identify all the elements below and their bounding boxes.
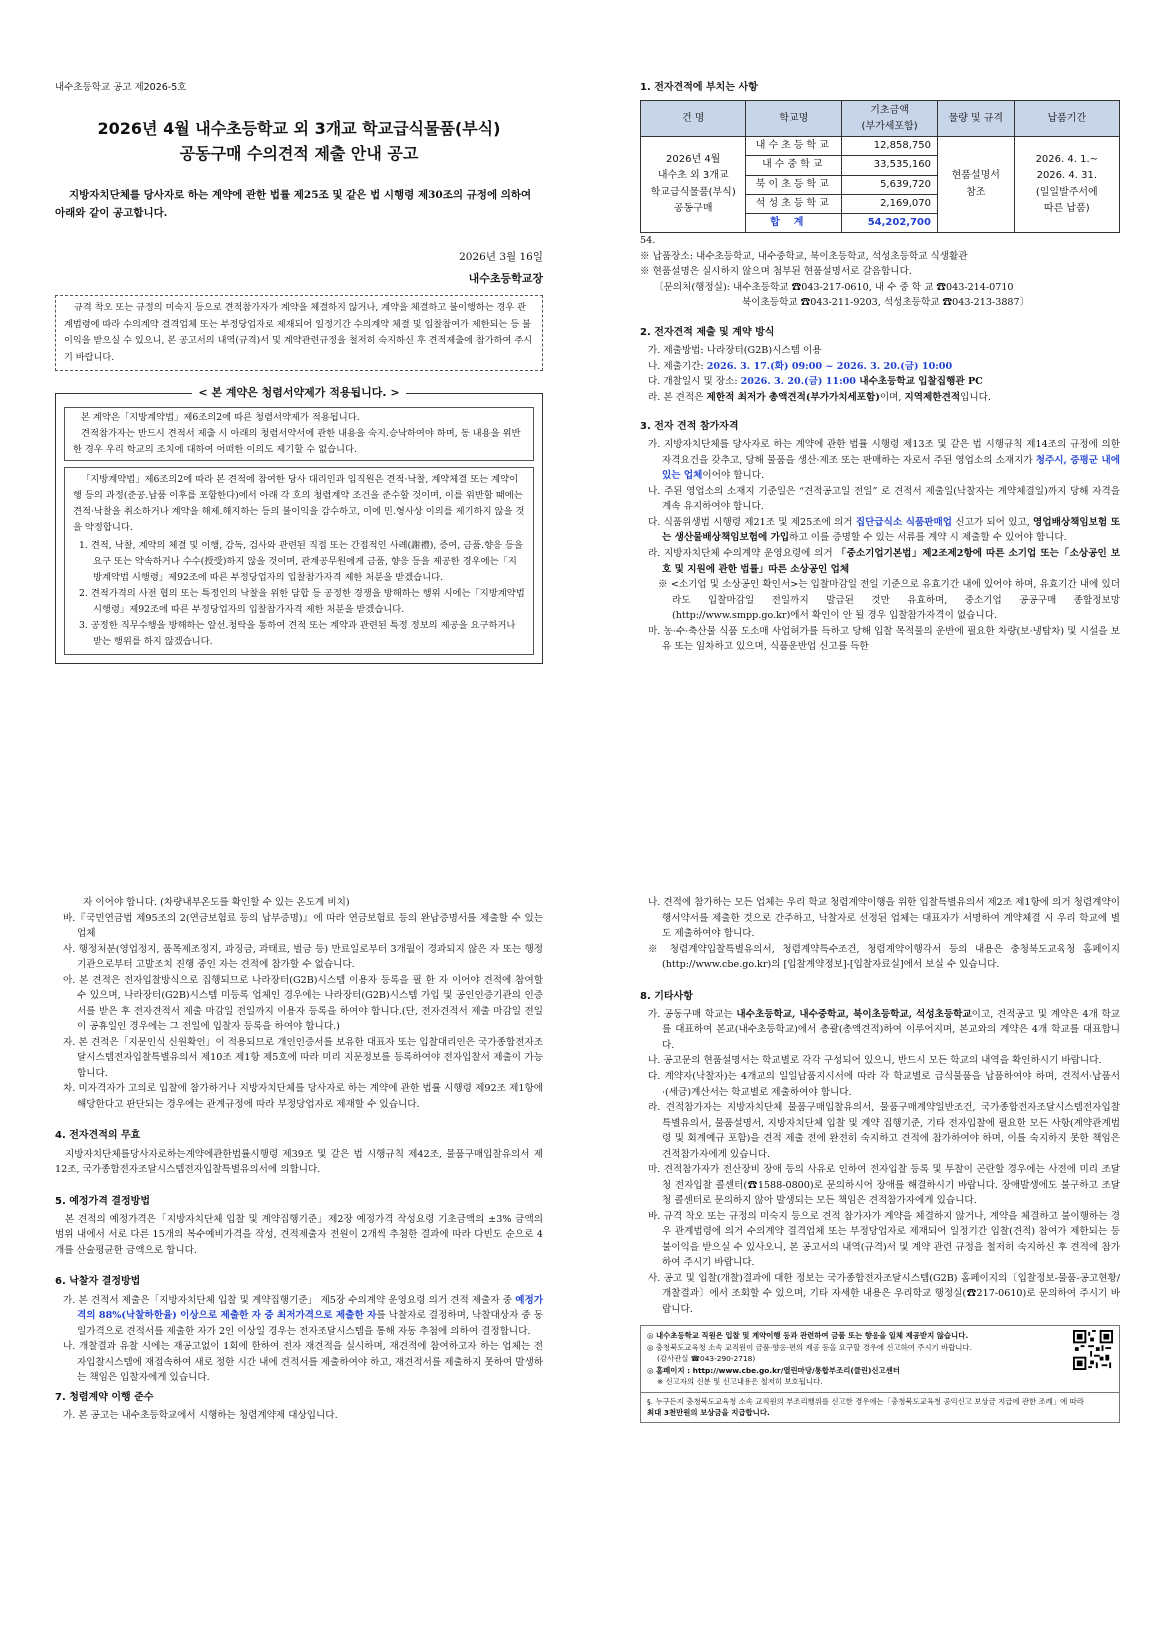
- supply-table: [640, 100, 1120, 233]
- misc-e: 마. 견적참가자가 전산장비 장애 등의 사유로 인하여 전자입찰 등록 및 투찰이 곤란할 경우에는 사전에 미리 조달청 전자입찰 콜센터(☎1588-0800)로 문의하시어 장애를 해결하시기 바랍니다. 장애발생에도 불구하고 조달청 콜센터로 문의하지 않아 발생되는 모든 책임은 견적참가자에게 있습니다.: [648, 1164, 1120, 1207]
- qualification-j: 차. 미자격자가 고의로 입찰에 참가하거나 지방자치단체를 당사자로 하는 계약에 관한 법률 시행령 제92조 제1항에 해당한다고 판단되는 경우에는 관계규정에 따라 부정당업자로 제재할 수 있습니다.: [63, 1083, 543, 1110]
- pledge-item: 2. 견적가격의 사전 협의 또는 특정인의 낙찰을 위한 담합 등 공정한 경쟁을 방해하는 행위 시에는「지방계약법 시행령」제92조에 따른 부정당업자의 입찰참가자격 제한 처분을 받겠습니다.: [79, 587, 525, 615]
- footer-link[interactable]: ◎ 홈페이지 : http://www.cbe.go.kr/열린마당/통합부조리(클린)신고센터: [647, 1365, 900, 1375]
- table-row-school: 내수중학교: [746, 156, 842, 175]
- qr-code-icon: [1073, 1330, 1113, 1370]
- qualification-g: 사. 행정처분(영업정지, 품목제조정지, 과징금, 과태료, 벌금 등) 만료일로부터 3개월이 경과되지 않은 자 또는 행정기관으로부터 고발조치 진행 중인 자는 견적에 참가할 수 없습니다.: [63, 943, 543, 971]
- qualification-d: 라. 지방자치단체 수의계약 운영요령에 의거 「중소기업기본법」제2조제2항에 따른 소기업 또는「소상공인 보호 및 지원에 관한 법률」따른 소상공인 업체: [648, 548, 1120, 575]
- bid-type: 라. 본 견적은 제한적 최저가 총액견적(부가가치세포함)이며, 지역제한견적입니다.: [648, 391, 991, 403]
- document-number: 내수초등학교 공고 제2026-5호: [55, 82, 187, 93]
- spec-cell: 현품설명서 참조: [937, 137, 1014, 233]
- misc-d: 라. 견적참가자는 지방자치단체 물품구매입찰유의서, 물품구매계약일반조건, 국가종합전자조달시스템전자입찰 특별유의서, 물품설명서, 지방자치단체 입찰 및 계약 집행기준, 기타 전자입찰에 필요한 모든 사항(계약관계법령 및 회계예규 포함)을 견적 제출 전에 완전히 숙지하고 견적에 참가하여야 하며, 이를 숙지하지 못한 책임은 견적참가자에게 있습니다.: [648, 1102, 1120, 1160]
- contact-line-1: 〔문의처(행정실): 내수초등학교 ☎043-217-0610, 내 수 중 학 교 ☎043-214-0710: [654, 281, 1014, 293]
- header-spec: 물량 및 규격: [937, 101, 1014, 137]
- delivery-note: ※ 납품장소: 내수초등학교, 내수중학교, 북이초등학교, 석성초등학교 식생활관: [640, 250, 968, 262]
- pledge-summary-2: 견적참가자는 반드시 견적서 제출 시 아래의 청렴서약서에 관한 내용을 숙지.승낙하여야 하며, 동 내용을 위반한 경우 우리 학교의 조치에 대하여 어떠한 이의도 제기할 수 없습니다.: [73, 427, 521, 455]
- pledge-intro: 「지방계약법」제6조의2에 따라 본 견적에 참여한 당사 대리인과 임직원은 견적·낙찰, 계약체결 또는 계약이행 등의 과정(준공.납품 이후를 포함한다)에서 아래 각 호의 청렴계약 조건을 준수할 것이며, 이를 위반할 때에는 견적·낙찰을 취소하거나 계약을 해제.해지하는 등의 불이익을 감수하고, 이에 민.형사상 이의를 제기하지 않을 것을 약정합니다.: [73, 473, 525, 533]
- section-2-title: 2. 전자견적 제출 및 계약 방식: [640, 326, 775, 338]
- footer-line: 최대 3천만원의 보상금을 지급합니다.: [647, 1408, 770, 1418]
- header-base-amount: 기초금액 (부가세포함): [842, 101, 938, 137]
- lead-paragraph: 지방자치단체를 당사자로 하는 계약에 관한 법률 제25조 및 같은 법 시행령 제30조의 규정에 의하여 아래와 같이 공고합니다.: [55, 188, 532, 219]
- qualification-e-continued: 자 이어야 합니다. (차량내부온도를 확인할 수 있는 온도계 비치): [83, 897, 350, 908]
- section-7-title: 7. 청렴계약 이행 준수: [55, 1391, 154, 1403]
- misc-c: 다. 계약자(낙찰자)는 4개교의 일일납품지시서에 따라 각 학교별로 급식물품을 납품하여야 하며, 견적서·납품서·(세금)계산서는 학교별로 제출하여야 합니다.: [648, 1070, 1120, 1098]
- item-name-cell: 2026년 4월 내수초 외 3개교 학교급식물품(부식) 공동구매: [641, 137, 746, 233]
- misc-g: 사. 공고 및 입찰(개찰)결과에 대한 정보는 국가종합전자조달시스템(G2B) 홈페이지의〔입찰정보-물품-공고현황/개찰결과〕에서 조회할 수 있으며, 기타 자세한 내용은 우리학교 행정실(☎217-0610)로 문의하여 주시기 바랍니다.: [648, 1272, 1120, 1315]
- contact-line-2: 북이초등학교 ☎043-211-9203, 석성초등학교 ☎043-213-3887〕: [742, 297, 1030, 309]
- misc-b: 나. 공고문의 현품설명서는 학교별로 각각 구성되어 있으니, 반드시 모든 학교의 내역을 확인하시기 바랍니다.: [648, 1055, 1102, 1067]
- opening-datetime: 다. 개찰일시 및 장소: 2026. 3. 20.(금) 11:00 내수초등학교 입찰집행관 PC: [648, 376, 983, 388]
- spec-note: ※ 현품설명은 실시하지 않으며 첨부된 현품설명서로 갈음합니다.: [640, 266, 912, 278]
- integrity-pledge-section: [55, 385, 543, 664]
- header-period: 납품기간: [1014, 101, 1119, 137]
- section-3-title: 3. 전자 견적 참가자격: [640, 421, 739, 433]
- anti-corruption-footer: [640, 1325, 1120, 1422]
- title-line-2: 공동구매 수의견적 제출 안내 공고: [179, 144, 419, 164]
- qualification-f: 바.『국민연금법 제95조의 2(연금보험료 등의 납부증명)』에 따라 연금보험료 등의 완납증명서를 제출할 수 있는 업체: [63, 912, 543, 940]
- page2-left-column: [55, 895, 543, 1424]
- footer-line: ※ 신고자의 신분 및 신고내용은 철저히 보호됩니다.: [657, 1377, 823, 1387]
- award-method-b: 나. 개찰결과 유찰 시에는 재공고없이 1회에 한하여 전자 재견적을 실시하며, 재견적에 참여하고자 하는 업체는 전자입찰시스템에 재접속하여 새로 정한 시간 내에 견적서를 제출하여야 하고, 재견적서를 제출하지 못하여 발생하는 책임은 입찰자에게 있습니다.: [63, 1341, 543, 1384]
- section-1-title: 1. 전자견적에 부치는 사항: [640, 82, 758, 93]
- table-row-amount: 12,858,750: [842, 137, 938, 156]
- pledge-item: 3. 공정한 직무수행을 방해하는 알선.청탁을 통하여 견적 또는 계약과 관련된 특정 정보의 제공을 요구하거나 받는 행위를 하지 않겠습니다.: [79, 619, 516, 647]
- submit-method: 가. 제출방법: 나라장터(G2B)시스템 이용: [648, 344, 822, 356]
- total-label: 합계: [746, 213, 842, 232]
- qualification-i: 자. 본 견적은「지문인식 신원확인」이 적용되므로 개인인증서를 보유한 대표자 또는 입찰대리인은 국가종합전자조달시스템전자입찰특별유의서 제10조 제1항 제5호에 따라 미리 지문정보를 등록하여야 전자입찰서 제출이 가능합니다.: [63, 1036, 543, 1079]
- section-8-title: 8. 기타사항: [640, 990, 693, 1002]
- qualification-d-note: ※ <소기업 및 소상공인 확인서>는 입찰마감일 전일 기준으로 유효기간 내에 있어야 하며, 유효기간 내에 있더라도 입찰마감일 전일까지 발급된 것만 유효하며, 중소기업 공공구매 종합정보망(http://www.smpp.go.kr)에서 확인이 안 될 경우 입찰참가자격이 없습니다.: [658, 579, 1120, 622]
- page1-left-column: [55, 80, 543, 664]
- table-row-school: 내수초등학교: [746, 137, 842, 156]
- page1-right-column: [640, 80, 1120, 655]
- misc-a: 가. 공동구매 학교는 내수초등학교, 내수중학교, 북이초등학교, 석성초등학교이고, 견적공고 및 계약은 4개 학교를 대표하여 본교(내수초등학교)에서 총괄(총액견적)하여 이루어지며, 본교와의 계약은 4개 학교를 대표합니다.: [648, 1008, 1120, 1051]
- title-line-1: 2026년 4월 내수초등학교 외 3개교 학교급식물품(부식): [97, 119, 501, 139]
- header-school: 학교명: [746, 101, 842, 137]
- footer-line: ◎ 충청북도교육청 소속 교직원이 금품·향응·편의 제공 등을 요구할 경우에 신고하여 주시기 바랍니다.: [647, 1342, 972, 1352]
- footer-line: §. 누구든지 충청북도교육청 소속 교직원의 부조리행위를 신고한 경우에는「충청북도교육청 공익신고 보상금 지급에 관한 조례」에 따라: [647, 1396, 1084, 1406]
- qualification-c: 다. 식품위생법 시행령 제21조 및 제25조에 의거 집단급식소 식품판매업 신고가 되어 있고, 영업배상책임보험 또는 생산물배상책임보험에 가입하고 이를 증명할 수 있는 서류를 계약 시 제출할 수 있어야 합니다.: [648, 516, 1121, 544]
- footer-line: (감사관실 ☎043-290-2718): [657, 1354, 756, 1364]
- qualification-a: 가. 지방자치단체를 당사자로 하는 계약에 관한 법률 시행령 제13조 및 같은 법 시행규칙 제14조의 규정에 의한 자격요건을 갖추고, 당해 물품을 생산·제조 또는 판매하는 자로서 주된 영업소의 소재지가 청주시, 증평군 내에 있는 업체이어야 합니다.: [648, 439, 1120, 482]
- pledge-item: 1. 견적, 낙찰, 계약의 체결 및 이행, 감독, 검사와 관련된 직접 또는 간접적인 사례(謝禮), 증여, 금품.향응 등을 요구 또는 약속하거나 수수(授受)하지 않을 것이며, 관계공무원에게 금품, 향응 등을 제공한 경우에는「지방계약법 시행령」제92조에 따른 부정당업자의 입찰참가자격 제한 처분을 받겠습니다.: [79, 539, 523, 583]
- pledge-body-box: [64, 467, 534, 655]
- table-row-school: 석성초등학교: [746, 194, 842, 213]
- award-method-a: 가. 본 견적서 제출은「지방자치단체 입찰 및 계약집행기준」 제5장 수의계약 운영요령 의거 견적 제출자 중 예정가격의 88%(낙찰하한율) 이상으로 제출한 자 중 최저가격으로 제출한 자를 낙찰자로 결정하며, 낙찰대상자 중 동일가격으로 견적서를 제출한 자가 2인 이상일 경우는 전자조달시스템을 통해 자동 추첨에 의하여 결정합니다.: [63, 1294, 543, 1337]
- pledge-summary-1: 본 계약은「지방계약법」제6조의2에 따른 청렴서약제가 적용됩니다.: [81, 411, 360, 423]
- notice-date: 2026년 3월 16일: [459, 250, 543, 263]
- qualification-h: 아. 본 견적은 전자입찰방식으로 집행되므로 나라장터(G2B)시스템 이용자 등록을 필 한 자 이어야 견적에 참여할 수 있으며, 나라장터(G2B)시스템 미등록 업체인 경우에는 나라장터(G2B)시스템 가입 및 공인인증기관의 인증서를 받은 후 전자견적서 제출 마감일 전일까지 이용자 등록을 하여야 합니다.(단, 전자견적서 제출 마감일 전일이 공휴일인 경우에는 그 전일에 입찰자 등록을 하여야 합니다.): [63, 974, 543, 1033]
- pledge-summary-box: [64, 407, 534, 461]
- table-row-school: 북이초등학교: [746, 175, 842, 194]
- section-6-title: 6. 낙찰자 결정방법: [55, 1276, 141, 1288]
- section-5-title: 5. 예정가격 결정방법: [55, 1195, 150, 1207]
- section-5-body: 본 견적의 예정가격은「지방자치단체 입찰 및 계약집행기준」제2장 예정가격 작성요령 기초금액의 ±3% 금액의 범위 내에서 서로 다른 15개의 복수예비가격을 작성, 견적제출자 전원이 2개씩 추첨한 결과에 따라 다빈도 순으로 4개를 산술평균한 금액으로 합니다.: [55, 1213, 543, 1256]
- page-title: [55, 117, 543, 167]
- table-row-amount: 33,535,160: [842, 156, 938, 175]
- period-cell: 2026. 4. 1.~ 2026. 4. 31. (일일발주서에 따른 납품): [1014, 137, 1119, 233]
- page2-right-column: [640, 895, 1120, 1423]
- qualification-b: 나. 주된 영업소의 소재지 기준일은 “견적공고일 전일” 로 견적서 제출일(낙찰자는 계약체결일)까지 당해 자격을 계속 유지하여야 합니다.: [648, 485, 1120, 513]
- header-item-name: 건 명: [641, 101, 746, 137]
- qualification-e: 마. 농·수·축산물 식품 도소매 사업허가를 득하고 당해 입찰 목적물의 운반에 필요한 차량(보·냉탑차) 및 시설을 보유 또는 임차하고 있으며, 식품운반업 신고를 득한: [648, 625, 1120, 653]
- section-4-title: 4. 전자견적의 무효: [55, 1130, 141, 1142]
- section-4-body: 지방자치단체를당사자로하는계약에관한법률시행령 제39조 및 같은 법 시행규칙 제42조, 물품구매입찰유의서 제12조, 국가종합전자조달시스템전자입찰특별유의서에 의합니다.: [55, 1148, 543, 1176]
- warning-notice-box: 규격 착오 또는 규정의 미숙지 등으로 견적참가자가 계약을 체결하지 않거나, 계약을 체결하고 불이행하는 경우 관계법령에 따라 수의계약 결격업체 또는 부정당업자로 제재되어 일정기간 수의계약 체결 및 입찰참여가 제한되는 등 불이익을 받으실 수 있으니, 본 공고서의 내역(규격)서 및 계약관련규정을 철저히 숙지하신 후 견적제출에 참가하여 주시기 바랍니다.: [55, 295, 543, 371]
- integrity-contract-note: ※ 청렴계약입찰특별유의서, 청렴계약특수조건, 청렴계약이행각서 등의 내용은 충청북도교육청 홈페이지(http://www.cbe.go.kr)의 [입찰계약정보]-[입찰자료실]에서 보실 수 있습니다.: [648, 943, 1120, 971]
- footer-line: ◎ 내수초등학교 직원은 입찰 및 계약이행 등과 관련하여 금품 또는 향응을 일체 제공받지 않습니다.: [647, 1331, 969, 1341]
- after-table-text: 54.: [640, 235, 656, 247]
- table-row-amount: 2,169,070: [842, 194, 938, 213]
- misc-f: 바. 규격 착오 또는 규정의 미숙지 등으로 견적 참가자가 계약을 체결하지 않거나, 계약을 체결하고 불이행하는 경우 관계법령에 의거 수의계약 결격업체 또는 부정당업자로 제재되어 일정기간 입찰(견적) 참여가 제한되는 등 불이익을 받으실 수 있사오니, 본 공고서의 내역(규격)서 및 계약 관련 규정을 철저히 숙지하신 후 견적에 참가하여 주시기 바랍니다.: [648, 1210, 1120, 1269]
- submit-period: 나. 제출기간: 2026. 3. 17.(화) 09:00 ~ 2026. 3. 20.(금) 10:00: [648, 360, 953, 372]
- signer: 내수초등학교장: [468, 271, 543, 285]
- table-row-amount: 5,639,720: [842, 175, 938, 194]
- pledge-items: [73, 538, 525, 650]
- integrity-contract-a: 가. 본 공고는 내수초등학교에서 시행하는 청렴계약제 대상입니다.: [63, 1410, 338, 1422]
- total-amount: 54,202,700: [842, 213, 938, 232]
- integrity-contract-b: 나. 견적에 참가하는 모든 업체는 우리 학교 청렴계약이행을 위한 입찰특별유의서 제2조 제1항에 의거 청렴계약이행서약서를 제출한 것으로 간주하고, 낙찰자로 선정된 업체는 대표자가 서명하여 계약체결 시 우리 학교에 별도 제출하여야 합니다.: [648, 897, 1120, 940]
- integrity-banner: < 본 계약은 청렴서약제가 적용됩니다. >: [56, 384, 542, 402]
